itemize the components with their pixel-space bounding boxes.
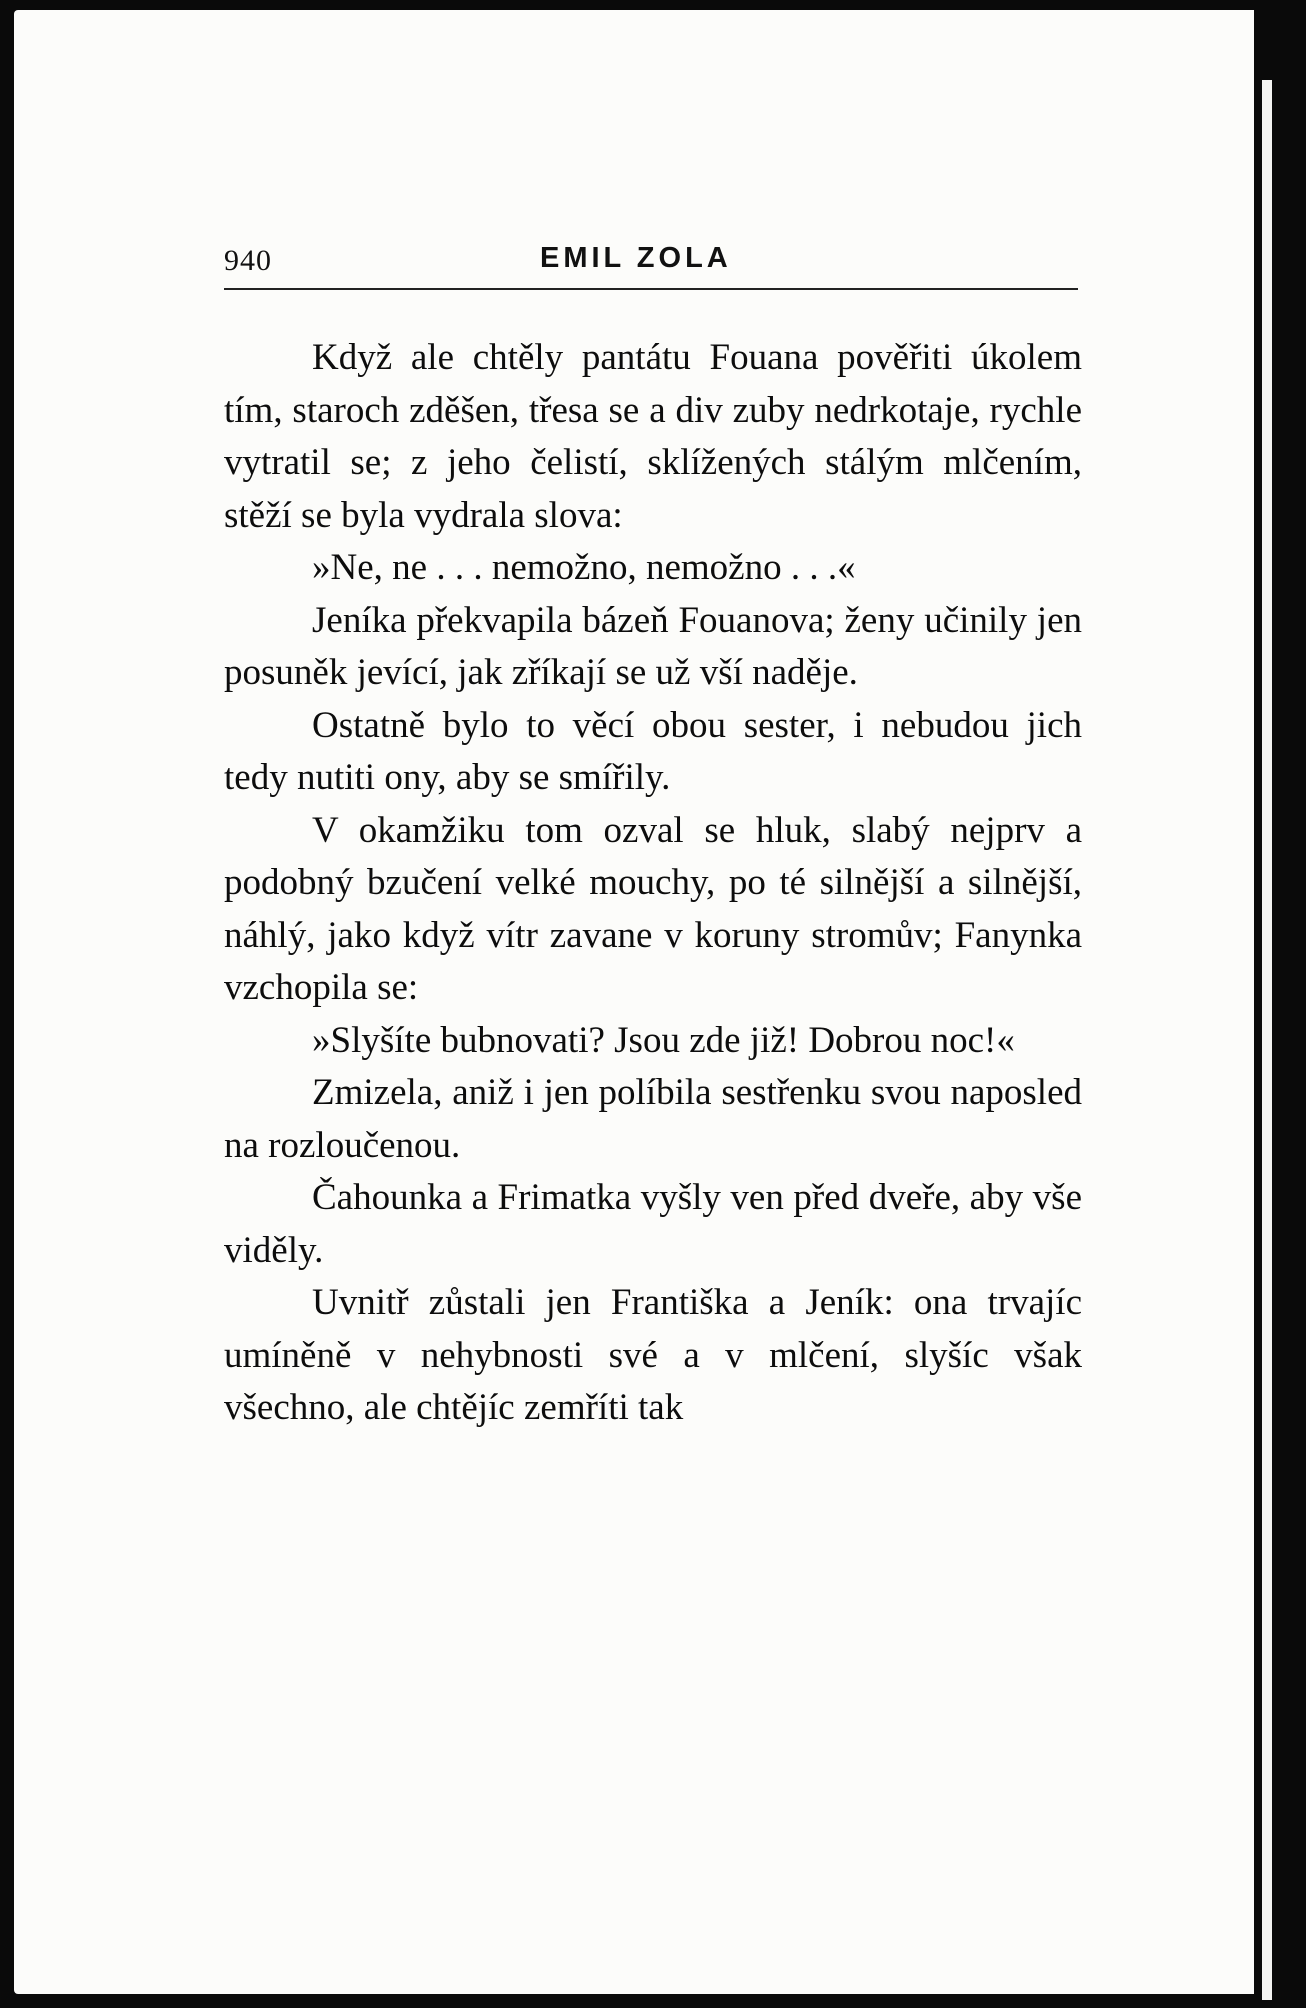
paragraph: Jeníka překvapila bázeň Fouanova; ženy učinily jen posuněk jevící, jak zříkají se už vší naděje. [224, 599, 1082, 693]
paragraph: Ostatně bylo to věcí obou sester, i nebudou jich tedy nutiti ony, aby se smířily. [224, 704, 1082, 798]
paragraph: »Slyšíte bubnovati? Jsou zde již! Dobrou noc!« [312, 1019, 1015, 1061]
header-rule [224, 288, 1078, 290]
paragraph: »Ne, ne . . . nemožno, nemožno . . .« [312, 547, 856, 588]
paragraph: V okamžiku tom ozval se hluk, slabý nejprv a podobný bzučení velké mouchy, po té silnější a silnější, náhlý, jako když vítr zavane v koruny stromův; Fanynka vzchopila se: [224, 809, 1082, 1008]
paragraph: Když ale chtěly pantátu Fouana pověřiti úkolem tím, staroch zděšen, třesa se a div zuby nedrkotaje, rychle vytratil se; z jeho čelistí, sklížených stálým mlčením, stěží se byla vydrala slova: [224, 337, 1082, 536]
book-page [14, 10, 1254, 1994]
text-body [224, 332, 1082, 1435]
page-header [224, 238, 1078, 290]
running-head: EMIL ZOLA [540, 242, 732, 274]
paragraph: Čahounka a Frimatka vyšly ven před dveře, aby vše viděly. [224, 1177, 1082, 1271]
page-edge-strip [1262, 80, 1272, 2000]
paragraph: Zmizela, aniž i jen políbila sestřenku svou naposled na rozloučenou. [224, 1072, 1082, 1166]
paragraph: Uvnitř zůstali jen Františka a Jeník: ona trvajíc umíněně v nehybnosti své a v mlčení, slyšíc však všechno, ale chtějíc zemříti tak [224, 1282, 1082, 1428]
page-number: 940 [224, 244, 272, 277]
